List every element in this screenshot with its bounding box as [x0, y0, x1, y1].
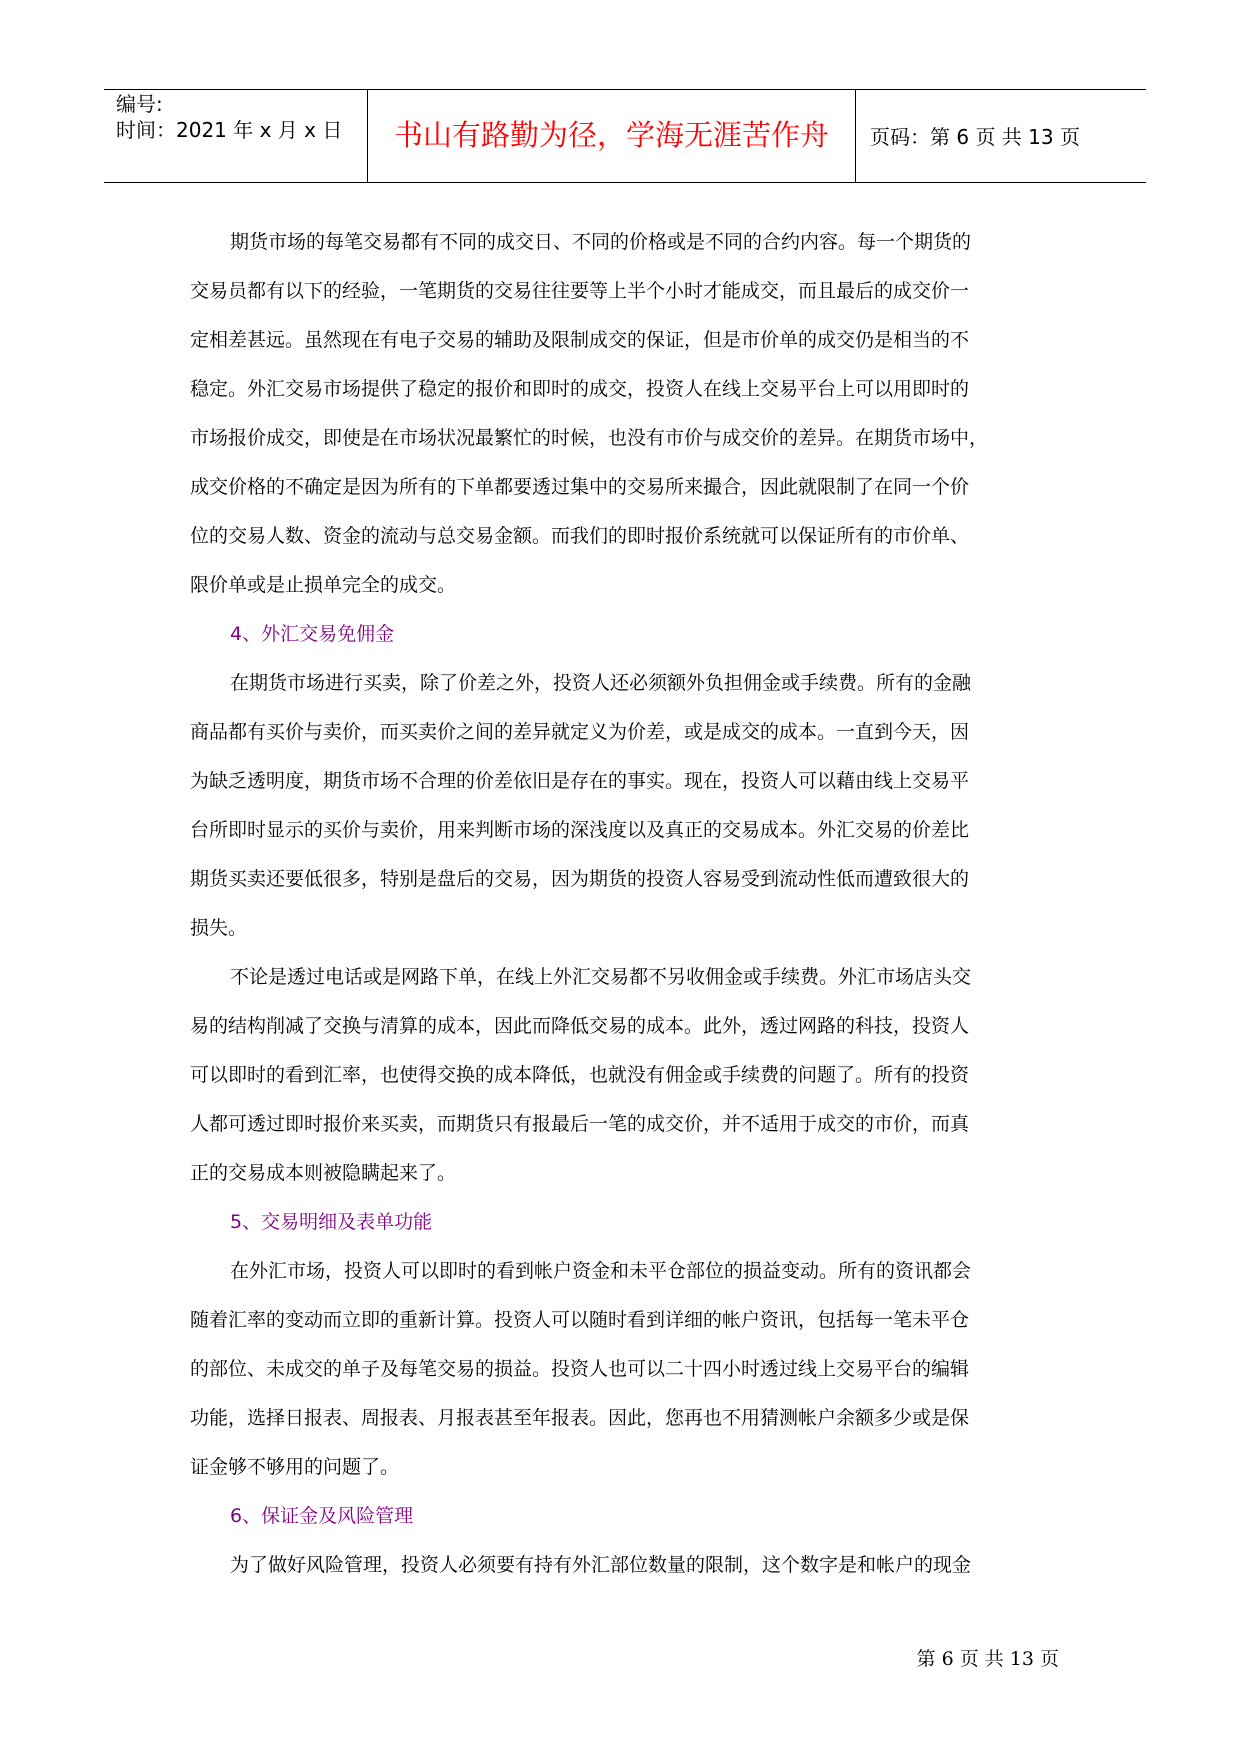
paragraph-line: 在外汇市场，投资人可以即时的看到帐户资金和未平仓部位的损益变动。所有的资讯都会: [230, 1260, 972, 1282]
page-footer: 第 6 页 共 13 页: [916, 1648, 1059, 1670]
paragraph-line: 的部位、未成交的单子及每笔交易的损益。投资人也可以二十四小时透过线上交易平台的编辑: [190, 1358, 970, 1380]
paragraph-line: 可以即时的看到汇率，也使得交换的成本降低，也就没有佣金或手续费的问题了。所有的投资: [190, 1064, 970, 1086]
section-heading-margin-risk: 6、保证金及风险管理: [230, 1505, 414, 1527]
paragraph-line: 功能，选择日报表、周报表、月报表甚至年报表。因此，您再也不用猜测帐户余额多少或是保: [190, 1407, 970, 1429]
paragraph-risk-management: [190, 1541, 1052, 1590]
paragraph-line: 定相差甚远。虽然现在有电子交易的辅助及限制成交的保证，但是市价单的成交仍是相当的不: [190, 329, 970, 351]
document-body: [190, 218, 1052, 1590]
document-time-label: 时间：2021 年 x 月 x 日: [116, 118, 343, 142]
paragraph-line: 正的交易成本则被隐瞒起来了。: [190, 1162, 457, 1184]
paragraph-line: 稳定。外汇交易市场提供了稳定的报价和即时的成交，投资人在线上交易平台上可以用即时的: [190, 378, 970, 400]
page-header: [104, 89, 1146, 183]
paragraph-line: 期货买卖还要低很多，特别是盘后的交易，因为期货的投资人容易受到流动性低而遭致很大的: [190, 868, 970, 890]
header-motto: 书山有路勤为径，学海无涯苦作舟: [393, 118, 829, 152]
paragraph-line: 位的交易人数、资金的流动与总交易金额。而我们的即时报价系统就可以保证所有的市价单、: [190, 525, 970, 547]
paragraph-line: 商品都有买价与卖价，而买卖价之间的差异就定义为价差，或是成交的成本。一直到今天，因: [190, 721, 970, 743]
paragraph-account-reports: [190, 1247, 1052, 1492]
header-page-cell: [856, 90, 1146, 182]
paragraph-line: 人都可透过即时报价来买卖，而期货只有报最后一笔的成交价，并不适用于成交的市价，而真: [190, 1113, 970, 1135]
document-number-label: 编号:: [116, 92, 163, 116]
paragraph-line: 交易员都有以下的经验，一笔期货的交易往往要等上半个小时才能成交，而且最后的成交价一: [190, 280, 970, 302]
paragraph-futures-pricing: [190, 218, 1052, 610]
header-motto-cell: [368, 90, 856, 182]
header-page-code: 页码：第 6 页 共 13 页: [870, 125, 1080, 149]
paragraph-line: 市场报价成交，即使是在市场状况最繁忙的时候，也没有市价与成交价的差异。在期货市场中，: [190, 427, 989, 449]
paragraph-no-commission: [190, 953, 1052, 1198]
section-heading-commission: 4、外汇交易免佣金: [230, 623, 395, 645]
paragraph-line: 为了做好风险管理，投资人必须要有持有外汇部位数量的限制，这个数字是和帐户的现金: [230, 1554, 972, 1576]
paragraph-line: 易的结构削减了交换与清算的成本，因此而降低交易的成本。此外，透过网路的科技，投资人: [190, 1015, 970, 1037]
paragraph-line: 成交价格的不确定是因为所有的下单都要透过集中的交易所来撮合，因此就限制了在同一个价: [190, 476, 970, 498]
section-heading-reports: 5、交易明细及表单功能: [230, 1211, 433, 1233]
paragraph-line: 在期货市场进行买卖，除了价差之外，投资人还必须额外负担佣金或手续费。所有的金融: [230, 672, 972, 694]
paragraph-line: 不论是透过电话或是网路下单，在线上外汇交易都不另收佣金或手续费。外汇市场店头交: [230, 966, 972, 988]
paragraph-line: 随着汇率的变动而立即的重新计算。投资人可以随时看到详细的帐户资讯，包括每一笔未平仓: [190, 1309, 970, 1331]
paragraph-line: 证金够不够用的问题了。: [190, 1456, 400, 1478]
paragraph-commission-spread: [190, 659, 1052, 953]
paragraph-line: 损失。: [190, 917, 248, 939]
paragraph-line: 为缺乏透明度，期货市场不合理的价差依旧是存在的事实。现在，投资人可以藉由线上交易平: [190, 770, 970, 792]
paragraph-line: 限价单或是止损单完全的成交。: [190, 574, 457, 596]
header-info-cell: [104, 90, 368, 182]
paragraph-line: 台所即时显示的买价与卖价，用来判断市场的深浅度以及真正的交易成本。外汇交易的价差比: [190, 819, 970, 841]
paragraph-line: 期货市场的每笔交易都有不同的成交日、不同的价格或是不同的合约内容。每一个期货的: [230, 231, 972, 253]
